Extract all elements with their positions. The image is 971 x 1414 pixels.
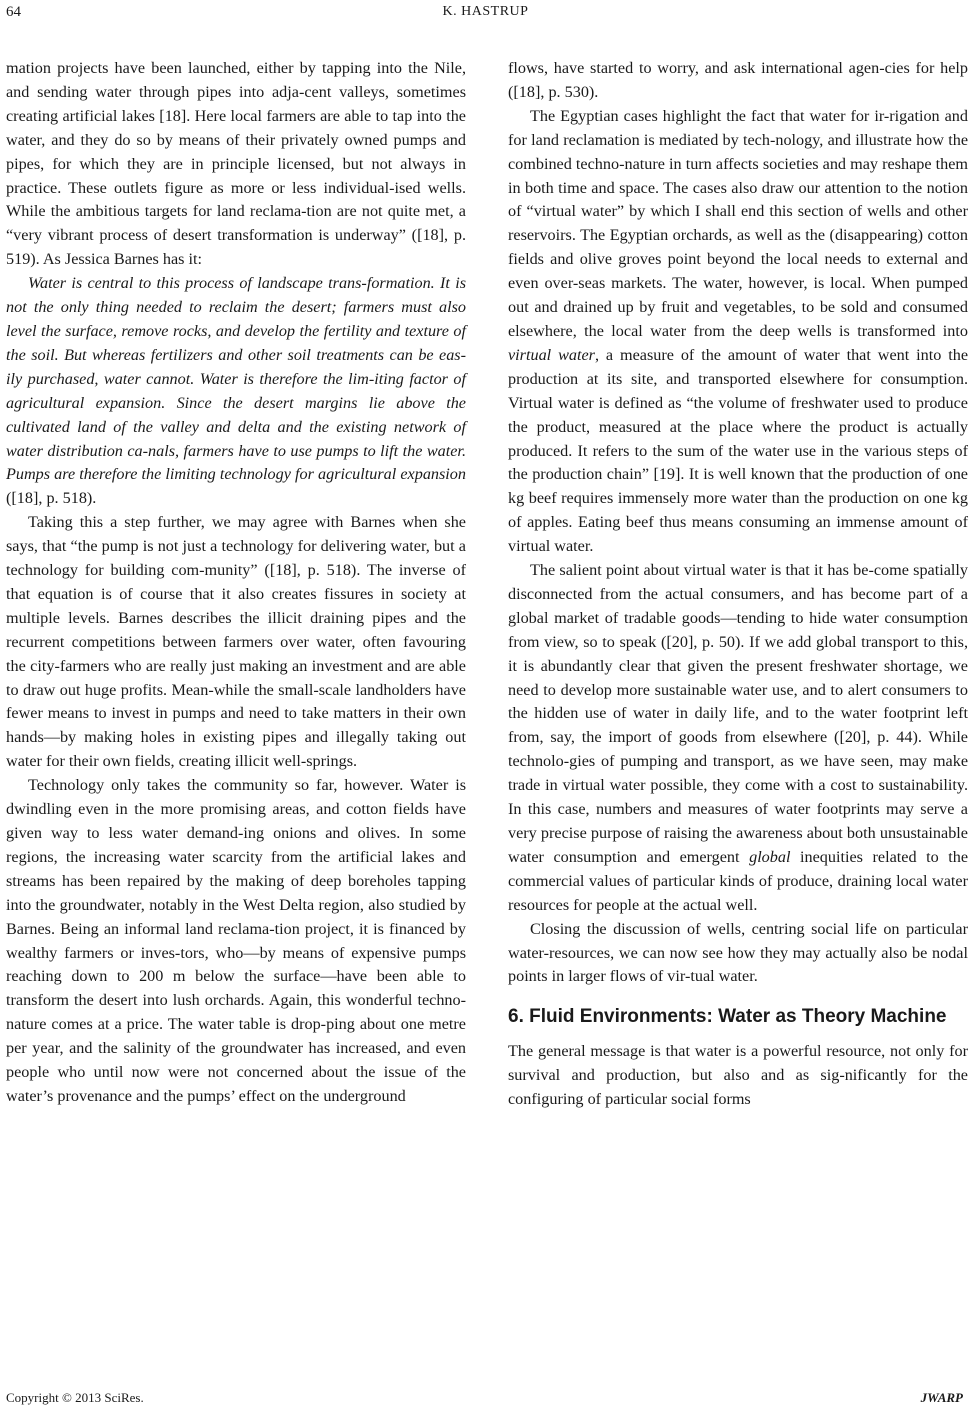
- quote-text: Water is central to this process of landscape trans-formation. It is not the only thing needed to reclaim the desert; farmers must also level the surface, remove rocks, and develop the fertility and texture of the soil. But whereas fertilizers and other soil treatments can be eas-ily purchased, water cannot. Water is therefore the lim-iting factor of agricultural expansion. Since the desert margins lie above the cultivated land of the valley and delta and the existing network of water distribution ca-nals, farmers have to use pumps to lift the water. Pumps are therefore the limiting technology for agricultural expansion: [6, 274, 466, 484]
- copyright-notice: Copyright © 2013 SciRes.: [6, 1390, 144, 1405]
- paragraph: The general message is that water is a powerful resource, not only for survival and production, but also and as sig-nificantly for the configuring of particular social forms: [508, 1042, 968, 1109]
- quote-reference: ([18], p. 518).: [6, 489, 97, 508]
- paragraph: mation projects have been launched, either by tapping into the Nile, and sending water through pipes into adja-cent valleys, sometimes creating artificial lakes [18]. Here local farmers are able to tap into the water, and they do so by means of their privately owned pumps and pipes, for which they are in principle licensed, but not always in practice. These outlets figure as more or less individual-ised wells. While the ambitious targets for land reclama-tion are not quite met, a “very vibrant process of desert transformation is underway” ([18], p. 519). As Jessica Barnes has it:: [6, 59, 466, 269]
- paragraph: flows, have started to worry, and ask international agen-cies for help ([18], p. 530).: [508, 59, 968, 101]
- paragraph: Technology only takes the community so far, however. Water is dwindling even in the more promising areas, and cotton fields have given way to less water demand-ing onions and olives. In some regions, the increasing water scarcity from the artificial lakes and streams has been repaired by the making of deep boreholes tapping into the groundwater, notably in the West Delta region, also studied by Barnes. Being an informal land reclama-tion project, it is financed by wealthy farmers or inves-tors, who—by means of expensive pumps reaching down to 200 m below the surface—have been able to transform the desert into lush orchards. Again, this wonderful techno-nature comes at a price. The water table is drop-ping about one metre per year, and the salinity of the groundwater has increased, and even people who until now were not concerned about the issue of the water’s provenance and the pumps’ effect on the underground: [6, 776, 466, 1105]
- page-footer: [6, 1390, 963, 1410]
- emphasis-global: global: [749, 847, 791, 866]
- paragraph-text: The Egyptian cases highlight the fact that water for ir-rigation and for land reclamation is mediated by tech-nology, and illustrate how the combined techno-nature in turn affects societies and may reshape them in both time and space. The cases also draw our attention to the notion of “virtual water” by which I shall end this section of wells and other reservoirs. The Egyptian orchards, as well as the (disappearing) cotton fields and olive groves point beyond the local needs to external and even over-seas markets. The water, however, is local. When pumped out and drained up by fruit and vegetables, to be sold and consumed elsewhere, the local water from the deep wells is transformed into: [508, 106, 968, 340]
- page-header: [0, 0, 971, 28]
- page-number: 64: [6, 4, 21, 20]
- paragraph: [508, 559, 968, 918]
- journal-abbreviation: JWARP: [920, 1390, 963, 1405]
- paragraph-text: The salient point about virtual water is that it has be-come spatially disconnected from the actual consumers, and has become part of a global market of tradable goods—tending to hide water consumption from view, so to speak ([20], p. 50). If we add global transport to this, it is abundantly clear that given the present freshwater shortage, we need to develop more sustainable water use, and to alert consumers to the hidden use of water in daily life, and to the water footprint left from, say, the import of goods from elsewhere ([20], p. 44). While technolo-gies of pumping and transport, as we have seen, may make trade in virtual water possible, they come with a cost to sustainability. In this case, numbers and measures of water footprints may serve a very precise purpose of raising the awareness about both unsustainable water consumption and emergent: [508, 561, 968, 866]
- paragraph: Closing the discussion of wells, centring social life on particular water-resources, we can now see how they may actually also be nodal points in larger flows of vir-tual water.: [508, 919, 968, 986]
- emphasis-virtual-water: virtual water: [508, 345, 595, 364]
- block-quote: [6, 272, 466, 511]
- paragraph-text: inequities related to the commercial values of particular kinds of produce, draining local water resources for people at the actual well.: [508, 847, 969, 914]
- left-column: [6, 57, 466, 1109]
- paragraph-text: , a measure of the amount of water that went into the production at its site, and transported elsewhere for consumption. Virtual water is defined as “the volume of freshwater used to produce the product, measured at the place where the product is actually produced. It refers to the sum of the water use in the various steps of the production chain” [19]. It is well known that the production of one kg beef requires immensely more water than the production on one kg of apples. Eating beef thus means consuming an immense amount of virtual water.: [508, 345, 968, 556]
- right-column: [508, 57, 968, 1112]
- section-heading: 6. Fluid Environments: Water as Theory Machine: [508, 1006, 947, 1028]
- paragraph: Taking this a step further, we may agree with Barnes when she says, that “the pump is not just a technology for delivering water, but a technology for building com-munity” ([18], p. 518). The inverse of that equation is of course that it also creates fissures in society at multiple levels. Barnes describes the illicit draining pipes and the recurrent competitions between farmers over water, often favouring the city-farmers who are really just making an investment and are able to draw out huge profits. Mean-while the small-scale landholders have fewer means to invest in pumps and need to take matters in their own hands—by making holes in existing pipes and illegally taking out water for their own fields, creating illicit well-springs.: [6, 513, 466, 771]
- paragraph: [508, 105, 968, 559]
- running-head: K. HASTRUP: [442, 4, 529, 19]
